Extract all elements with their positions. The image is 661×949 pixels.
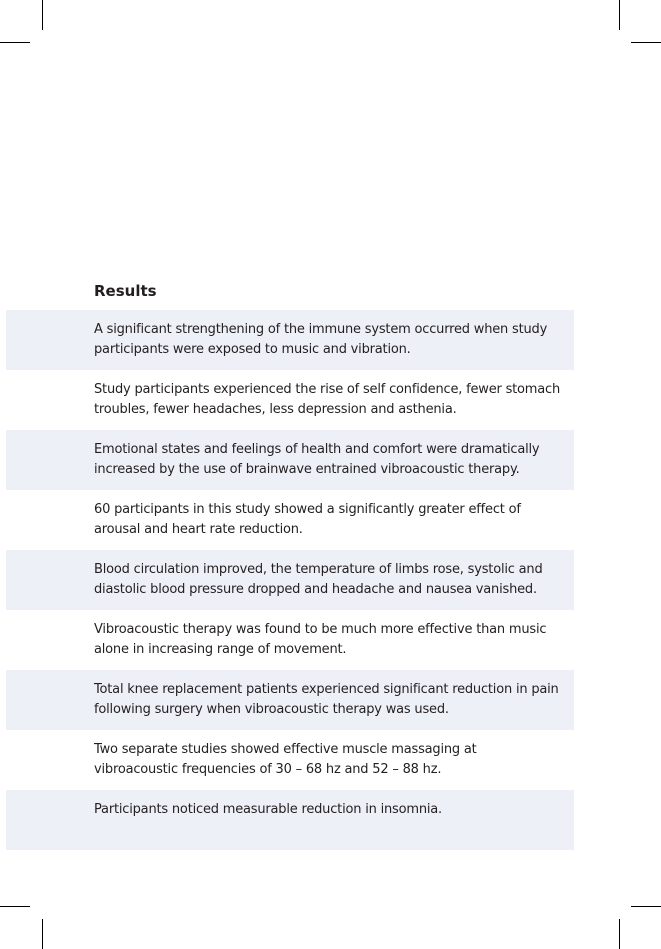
result-item — [6, 730, 574, 790]
result-text: Participants noticed measurable reduction in insomnia. — [94, 802, 442, 817]
result-item — [6, 310, 574, 370]
crop-mark — [631, 42, 661, 43]
crop-mark — [42, 919, 43, 949]
crop-mark — [0, 906, 30, 907]
result-item — [6, 550, 574, 610]
result-text: Blood circulation improved, the temperature of limbs rose, systolic and diastolic blood pressure dropped and headache and nausea vanished. — [94, 562, 543, 597]
result-text: Study participants experienced the rise of self confidence, fewer stomach troubles, fewer headaches, less depression and asthenia. — [94, 382, 561, 417]
result-text: 60 participants in this study showed a significantly greater effect of arousal and heart rate reduction. — [94, 502, 521, 537]
result-item — [6, 670, 574, 730]
result-item — [6, 790, 574, 850]
results-list — [0, 310, 661, 850]
crop-mark — [42, 0, 43, 30]
crop-mark — [631, 906, 661, 907]
crop-mark — [619, 919, 620, 949]
result-text: A significant strengthening of the immune system occurred when study participants were exposed to music and vibration. — [94, 322, 548, 357]
result-text: Total knee replacement patients experienced significant reduction in pain following surgery when vibroacoustic therapy was used. — [94, 682, 559, 717]
result-item — [6, 370, 574, 430]
crop-mark — [0, 42, 30, 43]
result-item — [6, 610, 574, 670]
result-text: Two separate studies showed effective muscle massaging at vibroacoustic frequencies of 30 – 68 hz and 52 – 88 hz. — [94, 742, 477, 777]
result-text: Emotional states and feelings of health and comfort were dramatically increased by the use of brainwave entrained vibroacoustic therapy. — [94, 442, 540, 477]
crop-mark — [619, 0, 620, 30]
section-heading: Results — [94, 282, 157, 300]
result-item — [6, 490, 574, 550]
result-item — [6, 430, 574, 490]
result-text: Vibroacoustic therapy was found to be much more effective than music alone in increasing range of movement. — [94, 622, 547, 657]
